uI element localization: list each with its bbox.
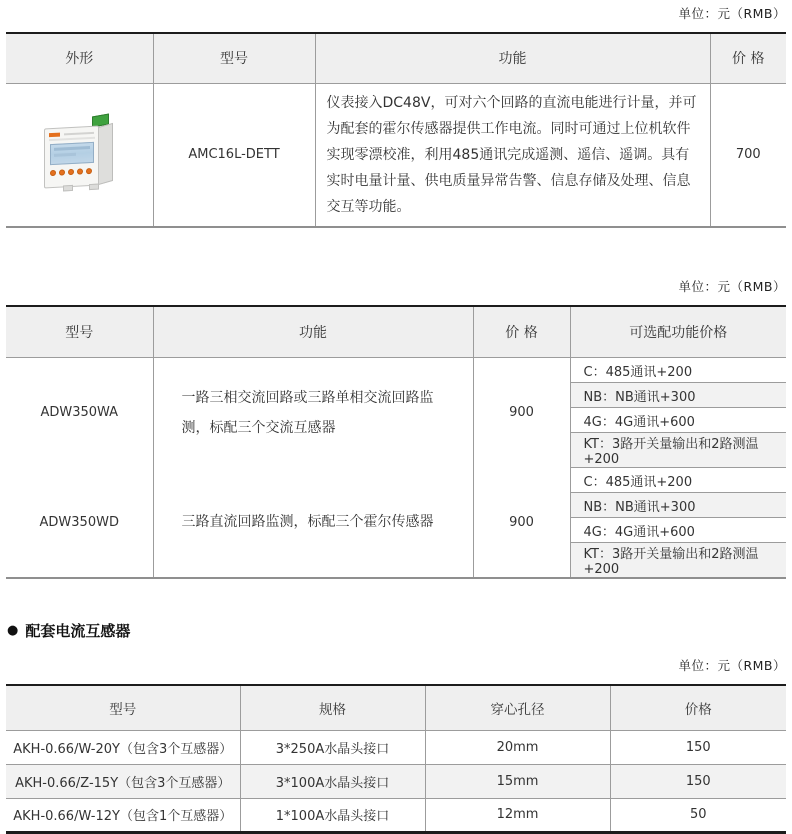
t3-cell-price: 50 bbox=[689, 807, 707, 822]
t1-header-model: 型号 bbox=[153, 33, 315, 83]
t1-cell-image bbox=[6, 83, 153, 227]
t3-cell-model: AKH-0.66/W-20Y（包含3个互感器） bbox=[6, 730, 240, 764]
t3-cell-price: 150 bbox=[610, 764, 786, 798]
t2-cell-model: ADW350WD bbox=[6, 468, 153, 579]
device-lcd-screen bbox=[50, 141, 94, 164]
device-front-face bbox=[44, 125, 99, 188]
t3-cell-aperture: 12mm bbox=[425, 798, 610, 832]
table-row bbox=[6, 764, 786, 798]
device-brand-logo bbox=[49, 132, 60, 137]
section-title-ct bbox=[7, 621, 792, 641]
t1-header-price: 价 格 bbox=[710, 33, 786, 83]
table-row bbox=[6, 730, 786, 764]
t3-cell-spec: 1*100A水晶头接口 bbox=[240, 798, 425, 832]
device-buttons bbox=[50, 167, 92, 175]
option-cell: NB：NB通讯+300 bbox=[570, 493, 786, 518]
option-cell: KT：3路开关量输出和2路测温+200 bbox=[570, 433, 786, 468]
device-label-line bbox=[49, 136, 95, 140]
device-terminal-foot bbox=[89, 183, 99, 190]
t1-cell-function: 仪表接入DC48V，可对六个回路的直流电能进行计量，并可为配套的霍尔传感器提供工作电流。同时可通过上位机软件实现零漂校准，利用485通讯完成遥测、遥信、遥调。具有实时电量计量、供电质量异常告警、信息存储及处理、信息交互等功能。 bbox=[315, 83, 710, 227]
t2-cell-function: 一路三相交流回路或三路单相交流回路监测，标配三个交流互感器 bbox=[153, 358, 473, 468]
device-button bbox=[59, 169, 65, 175]
t1-header-function: 功能 bbox=[315, 33, 710, 83]
t2-header-function: 功能 bbox=[153, 306, 473, 358]
t2-header-model: 型号 bbox=[6, 306, 153, 358]
t2-cell-price: 900 bbox=[473, 358, 570, 468]
unit-label-middle: 单位：元（RMB） bbox=[678, 278, 786, 294]
device-lcd-row bbox=[54, 146, 90, 151]
t3-header-spec: 规格 bbox=[240, 685, 425, 730]
unit-label-top: 单位：元（RMB） bbox=[678, 6, 786, 21]
option-cell: 4G：4G通讯+600 bbox=[570, 518, 786, 543]
table-row bbox=[6, 798, 786, 832]
table-row bbox=[6, 83, 786, 227]
option-cell: C：485通讯+200 bbox=[570, 468, 786, 493]
t1-header-shape: 外形 bbox=[6, 33, 153, 83]
table-row bbox=[6, 358, 786, 383]
product-image-amc16l bbox=[35, 112, 123, 198]
device-button bbox=[68, 168, 74, 174]
device-button bbox=[50, 169, 56, 175]
option-cell: C：485通讯+200 bbox=[570, 358, 786, 383]
table-row bbox=[6, 468, 786, 493]
device-lcd-row bbox=[54, 152, 76, 156]
t3-cell-aperture: 15mm bbox=[425, 764, 610, 798]
option-cell: NB：NB通讯+300 bbox=[570, 383, 786, 408]
ct-table bbox=[6, 684, 786, 834]
device-terminal-foot bbox=[63, 184, 73, 191]
section-title-text: 配套电流互感器 bbox=[25, 622, 131, 640]
option-cell: 4G：4G通讯+600 bbox=[570, 408, 786, 433]
t3-cell-aperture: 20mm bbox=[425, 730, 610, 764]
t3-cell-spec: 3*100A水晶头接口 bbox=[240, 764, 425, 798]
option-cell: KT：3路开关量输出和2路测温+200 bbox=[570, 543, 786, 579]
t3-cell-model: AKH-0.66/Z-15Y（包含3个互感器） bbox=[6, 764, 240, 798]
t3-cell-spec: 3*250A水晶头接口 bbox=[240, 730, 425, 764]
t3-cell-model: AKH-0.66/W-12Y（包含1个互感器） bbox=[6, 798, 240, 832]
spec-table-amc16l bbox=[6, 32, 786, 228]
t2-cell-model: ADW350WA bbox=[6, 358, 153, 468]
spec-table-adw350 bbox=[6, 305, 786, 580]
t3-header-model: 型号 bbox=[6, 685, 240, 730]
device-side-face bbox=[98, 122, 113, 184]
t2-cell-function: 三路直流回路监测，标配三个霍尔传感器 bbox=[153, 468, 473, 579]
device-button bbox=[86, 167, 92, 173]
t3-header-price: 价格 bbox=[610, 685, 786, 730]
t2-header-price: 价 格 bbox=[473, 306, 570, 358]
t2-header-options: 可选配功能价格 bbox=[570, 306, 786, 358]
device-label-line bbox=[64, 131, 94, 135]
t3-cell-price: 150 bbox=[610, 730, 786, 764]
device-button bbox=[77, 168, 83, 174]
t1-cell-price: 700 bbox=[735, 147, 761, 162]
t3-header-aperture: 穿心孔径 bbox=[425, 685, 610, 730]
unit-label-bottom: 单位：元（RMB） bbox=[678, 658, 786, 673]
t1-cell-model: AMC16L-DETT bbox=[153, 83, 315, 227]
bullet-icon: ● bbox=[7, 623, 19, 638]
t2-cell-price: 900 bbox=[473, 468, 570, 579]
